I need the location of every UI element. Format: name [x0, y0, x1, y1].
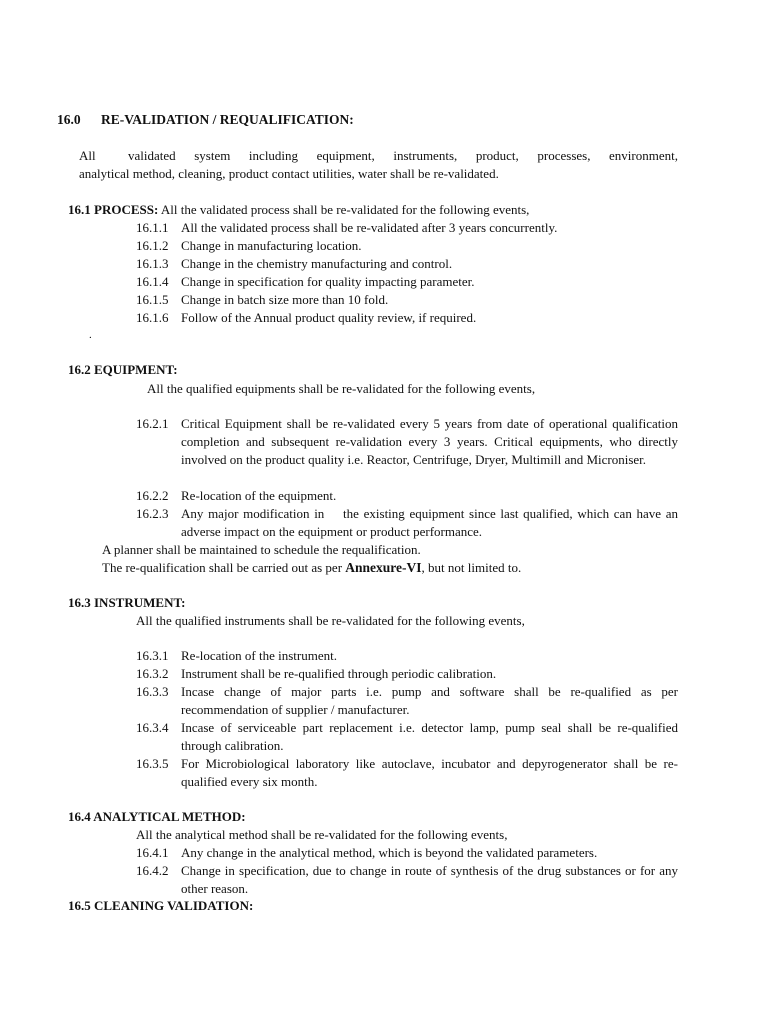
- item-number: 16.4.2: [136, 863, 169, 878]
- item-number: 16.2.2: [136, 488, 169, 503]
- item-text: Any change in the analytical method, which is beyond the validated parameters.: [181, 845, 598, 860]
- section-16-1-heading-line: [68, 201, 529, 219]
- section-heading-16-4: 16.4 ANALYTICAL METHOD:: [68, 809, 246, 824]
- list-item: [136, 505, 682, 541]
- item-text: All the validated process shall be re-validated after 3 years concurrently.: [181, 220, 558, 235]
- intro-word: All: [79, 148, 96, 163]
- item-text: Change in batch size more than 10 fold.: [181, 292, 389, 307]
- item-number: 16.3.3: [136, 684, 169, 699]
- item-text: Change in specification for quality impacting parameter.: [181, 274, 475, 289]
- item-number: 16.1.2: [136, 238, 169, 253]
- item-number: 16.3.2: [136, 666, 169, 681]
- section-intro-16-2: All the qualified equipments shall be re-validated for the following events,: [147, 381, 536, 396]
- item-number: 16.4.1: [136, 845, 169, 860]
- section-heading-16-1: 16.1 PROCESS:: [68, 202, 159, 217]
- list-item: [136, 719, 678, 755]
- item-number: 16.3.5: [136, 756, 169, 771]
- section-heading-16-2: 16.2 EQUIPMENT:: [68, 362, 178, 377]
- item-text: Change in manufacturing location.: [181, 238, 362, 253]
- list-item: [136, 683, 678, 719]
- section-number-16-0: 16.0: [57, 112, 81, 127]
- list-item: [136, 219, 678, 237]
- section-intro-16-4: All the analytical method shall be re-validated for the following events,: [136, 827, 508, 842]
- list-item: [136, 255, 678, 273]
- annexure-reference: Annexure-VI: [345, 560, 422, 575]
- section-heading-16-5: 16.5 CLEANING VALIDATION:: [68, 898, 254, 913]
- section-heading-16-3: 16.3 INSTRUMENT:: [68, 595, 186, 610]
- intro-line-2: analytical method, cleaning, product contact utilities, water shall be re-validated.: [79, 166, 499, 181]
- item-text: Change in the chemistry manufacturing and control.: [181, 256, 453, 271]
- section-intro-16-3: All the qualified instruments shall be re-validated for the following events,: [136, 613, 525, 628]
- item-text: Incase of serviceable part replacement i.e. detector lamp, pump seal shall be re-qualified through calibration.: [181, 720, 678, 753]
- list-item: [136, 291, 678, 309]
- item-text: Any major modification in the existing equipment since last qualified, which can have an adverse impact on the equipment or product performance.: [181, 506, 682, 539]
- item-number: 16.1.5: [136, 292, 169, 307]
- list-item: [136, 237, 678, 255]
- item-text: Re-location of the instrument.: [181, 648, 337, 663]
- item-text: Critical Equipment shall be re-validated every 5 years from date of operational qualification completion and subsequent re-validation every 3 years. Critical equipments, who directly involved on the product quality i.e. Reactor, Centrifuge, Dryer, Multimill and Microniser.: [181, 416, 678, 467]
- section-intro-16-1: All the validated process shall be re-validated for the following events,: [160, 202, 530, 217]
- item-number: 16.1.6: [136, 310, 169, 325]
- planner-note: A planner shall be maintained to schedule the requalification.: [102, 542, 421, 557]
- intro-line-1: validated system including equipment, instruments, product, processes, environment,: [128, 148, 678, 163]
- requal-text: The re-qualification shall be carried out as per: [102, 560, 346, 575]
- stray-dot: .: [89, 329, 92, 341]
- item-text: Change in specification, due to change in route of synthesis of the drug substances or for any other reason.: [181, 863, 678, 896]
- section-title-16-0: RE-VALIDATION / REQUALIFICATION:: [101, 112, 354, 127]
- list-item: [136, 273, 678, 291]
- requal-suffix: , but not limited to.: [421, 560, 522, 575]
- list-item: [136, 665, 678, 683]
- item-number: 16.2.1: [136, 416, 169, 431]
- intro-paragraph: [79, 147, 678, 183]
- item-text: Incase change of major parts i.e. pump and software shall be re-qualified as per recommendation of supplier / manufacturer.: [181, 684, 678, 717]
- list-item: [136, 844, 678, 862]
- list-item: [136, 647, 678, 665]
- requalification-note: [102, 559, 521, 577]
- list-item: [136, 415, 678, 469]
- item-text: Follow of the Annual product quality review, if required.: [181, 310, 477, 325]
- item-text: Instrument shall be re-qualified through periodic calibration.: [181, 666, 497, 681]
- item-number: 16.3.4: [136, 720, 169, 735]
- item-text: For Microbiological laboratory like autoclave, incubator and depyrogenerator shall be re-qualified every six month.: [181, 756, 678, 789]
- item-number: 16.1.4: [136, 274, 169, 289]
- list-item: [136, 309, 678, 327]
- item-number: 16.1.1: [136, 220, 169, 235]
- item-number: 16.2.3: [136, 506, 169, 521]
- item-text: Re-location of the equipment.: [181, 488, 337, 503]
- list-item: [136, 862, 678, 898]
- list-item: [136, 487, 678, 505]
- list-item: [136, 755, 678, 791]
- item-number: 16.3.1: [136, 648, 169, 663]
- item-number: 16.1.3: [136, 256, 169, 271]
